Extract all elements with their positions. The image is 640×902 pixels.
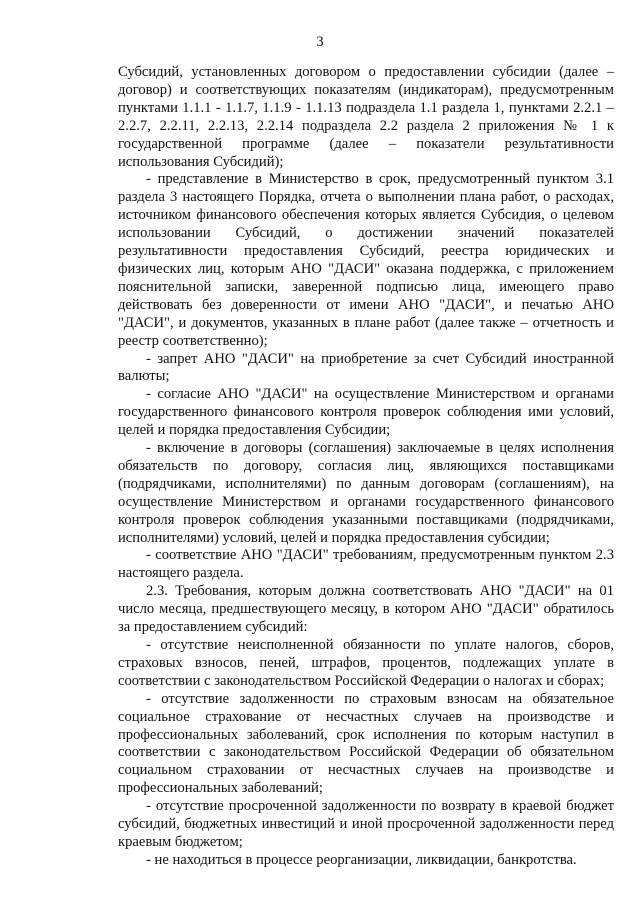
paragraph-no-reorganization: - не находиться в процессе реорганизации, ликвидации, банкротства. [146,851,577,868]
paragraph-currency-ban: - запрет АНО "ДАСИ" на приобретение за счет Субсидий иностранной валюты; [118,350,614,385]
page-number: 3 [316,34,324,50]
paragraph-audit-consent: - согласие АНО "ДАСИ" на осуществление Министерством и органами государственного финансового контроля проверок соблюдения ими условий, целей и порядка предоставления Субсидии; [118,386,614,439]
paragraph-no-overdue-debt: - отсутствие просроченной задолженности по возврату в краевой бюджет субсидий, бюджетных инвестиций и иной просроченной задолженности перед краевым бюджетом; [118,798,614,850]
paragraph-section-2-3: 2.3. Требования, которым должна соответствовать АНО "ДАСИ" на 01 число месяца, предшествующего месяцу, в котором АНО "ДАСИ" обратилось за предоставлением субсидий: [118,583,614,636]
paragraph-contract-inclusion: - включение в договоры (соглашения) заключаемые в целях исполнения обязательств по договору, согласия лиц, являющихся поставщиками (подрядчиками, исполнителями) по данным договорам (соглашениям), на осуществление Министерством и органами государственного финансового контроля проверок соблюдения указанными поставщиками (подрядчиками, исполнителями) условий, целей и порядка предоставления субсидии; [118,440,614,546]
paragraph-compliance: - соответствие АНО "ДАСИ" требованиям, предусмотренным пунктом 2.3 настоящего раздела. [118,547,614,582]
paragraph-no-insurance-debt: - отсутствие задолженности по страховым взносам на обязательное социальное страхование от несчастных случаев на производстве и профессиональных заболеваний, срок исполнения по которым наступил в соответствии с законодательством Российской Федерации об обязательном социальном страховании от несчастных случаев на производстве и профессиональных заболеваний; [118,690,614,797]
paragraph-report-submission: - представление в Министерство в срок, предусмотренный пунктом 3.1 раздела 3 настоящего Порядка, отчета о выполнении плана работ, о расходах, источником финансового обеспечения которых является Субсидия, о целевом использовании Субсидий, о достижении значений показателей результативности предоставления Субсидий, реестра юридических и физических лиц, которым АНО "ДАСИ" оказана поддержка, с приложением пояснительной записки, заверенной подписью лица, имеющего право действовать без доверенности от имени АНО "ДАСИ", и печатью АНО "ДАСИ", и документов, указанных в плане работ (далее также – отчетность и реестр соответственно); [118,171,614,349]
document-body [118,64,614,870]
paragraph-subsidy-indicators: Субсидий, установленных договором о предоставлении субсидии (далее – договор) и соответствующих показателям (индикаторам), предусмотренным пунктами 1.1.1 - 1.1.7, 1.1.9 - 1.1.13 подраздела 1.1 раздела 1, пунктами 2.2.1 – 2.2.7, 2.2.11, 2.2.13, 2.2.14 подраздела 2.2 раздела 2 приложения № 1 к государственной программе (далее – показатели результативности использования Субсидий); [118,64,614,170]
paragraph-no-tax-debt: - отсутствие неисполненной обязанности по уплате налогов, сборов, страховых взносов, пеней, штрафов, процентов, подлежащих уплате в соответствии с законодательством Российской Федерации о налогах и сборах; [118,637,614,689]
